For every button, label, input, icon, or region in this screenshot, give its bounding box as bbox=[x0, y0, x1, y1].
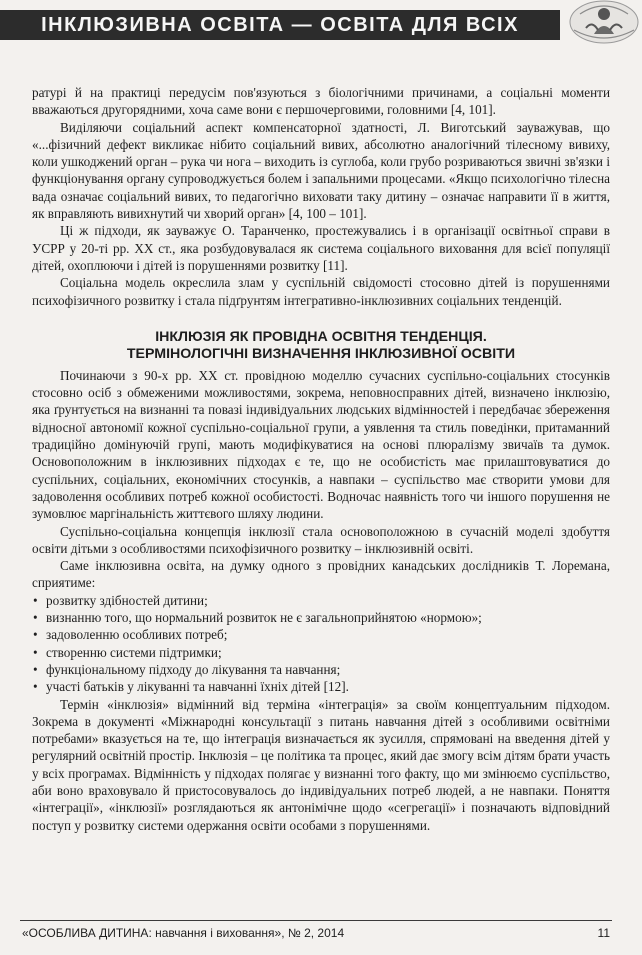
section-heading bbox=[32, 329, 610, 363]
journal-logo-icon bbox=[568, 0, 640, 44]
list-item bbox=[32, 592, 610, 609]
list-item bbox=[32, 661, 610, 678]
paragraph: Суспільно-соціальна концепція інклюзії стала основоположною в сучасній моделі здобуття освіти дітьми з особливостями психофізичного розвитку – інклюзивній освіті. bbox=[32, 523, 610, 556]
page-footer bbox=[22, 926, 610, 940]
bullet-icon: • bbox=[33, 644, 38, 660]
list-item-text: створенню системи підтримки; bbox=[46, 644, 222, 660]
list-item-text: задоволенню особливих потреб; bbox=[46, 627, 228, 643]
section-heading-line: ІНКЛЮЗІЯ ЯК ПРОВІДНА ОСВІТНЯ ТЕНДЕНЦІЯ. bbox=[155, 328, 487, 345]
list-item-text: участі батьків у лікуванні та навчанні їхніх дітей [12]. bbox=[46, 679, 349, 695]
bullet-icon: • bbox=[33, 592, 38, 608]
article-body bbox=[32, 84, 610, 834]
section-heading-line: ТЕРМІНОЛОГІЧНІ ВИЗНАЧЕННЯ ІНКЛЮЗИВНОЇ ОСВІТИ bbox=[126, 345, 516, 362]
paragraph: Саме інклюзивна освіта, на думку одного з провідних канадських дослідників Т. Лоремана, сприятиме: bbox=[32, 558, 610, 591]
list-item-text: визнанню того, що нормальний розвиток не є загальноприйнятою «нормою»; bbox=[46, 610, 482, 626]
list-item-text: функціональному підходу до лікування та навчання; bbox=[46, 661, 341, 677]
paragraph: Соціальна модель окреслила злам у суспільній свідомості стосовно дітей із порушеннями психофізичного розвитку і стала підґрунтям інтегративно-інклюзивних соціальних тенденцій. bbox=[32, 275, 610, 308]
bullet-icon: • bbox=[33, 679, 38, 695]
paragraph: Термін «інклюзія» відмінний від терміна «інтеграція» за своїм концептуальним підходом. Зокрема в документі «Міжнародні консультації з питань навчання дітей з особливими освітніми потребами» вказується на те, що інтеграція визначається як зусилля, спрямовані на введення дітей у регулярний освітній простір. Інклюзія – це політика та процес, який дає змогу всім дітям брати участь у всіх програмах. Відмінність у підходах полягає у визнанні того факту, що ми змінюємо суспільство, аби воно враховувало й пристосовувалось до індивідуальних потреб людей, а не навпаки. Поняття «інтеграції», «інклюзії» розглядаються як антонімічне щодо «сегрегації» і позначають відповідний поступ у розвитку системи одержання освіти особами з порушеннями. bbox=[32, 696, 610, 833]
header-banner bbox=[0, 10, 560, 40]
paragraph: Починаючи з 90-х рр. ХХ ст. провідною моделлю сучасних суспільно-соціальних стосунків стосовно осіб з обмеженими можливостями, зокрема, неповносправних дітей, визначено інклюзію, яка ґрунтується на визнанні та повазі індивідуальних людських відмінностей і передбачає збереження відносної автономії кожної суспільно-соціальної групи, а уявлення та стиль поведінки, притаманний традиційно домінуючій групі, мають модифікуватися на основі плюралізму звичаїв та думок. Основоположним в інклюзивних підходах є те, що не особистість має прилаштовуватися до суспільних, соціальних, економічних стосунків, а навпаки – суспільство має створити умови для задоволення особливих потреб кожної особистості. Водночас наявність того чи іншого порушення не зумовлює маргінальність життєвого шляху людини. bbox=[32, 367, 610, 522]
paragraph: ратурі й на практиці передусім пов'язуються з біологічними причинами, а соціальні моменти вважаються другорядними, хоча саме вони є першочерговими, головними [4, 101]. bbox=[32, 85, 610, 118]
footer-divider bbox=[20, 920, 612, 921]
bullet-icon: • bbox=[33, 627, 38, 643]
bullet-icon: • bbox=[33, 610, 38, 626]
header-title: ІНКЛЮЗИВНА ОСВІТА — ОСВІТА ДЛЯ ВСІХ bbox=[41, 13, 519, 36]
bullet-icon: • bbox=[33, 661, 38, 677]
journal-citation: «ОСОБЛИВА ДИТИНА: навчання і виховання», № 2, 2014 bbox=[22, 926, 345, 940]
list-item bbox=[32, 626, 610, 643]
paragraph: Ці ж підходи, як зауважує О. Таранченко, простежувались і в організації освітньої справи в УСРР у 20-ті рр. ХХ ст., яка розбудовувалася як система соціального виховання для всієї популяції дітей, охоплюючи і дітей із порушеннями розвитку [11]. bbox=[32, 223, 610, 273]
list-item bbox=[32, 644, 610, 661]
paragraph: Виділяючи соціальний аспект компенсаторної здатності, Л. Виготський зауважував, що «...фізичний дефект викликає нібито соціальний вивих, абсолютно аналогічний тілесному вивиху, коли ушкоджений орган – рука чи нога – виходить із суглоба, коли грубо розриваються звичні зв'язки і функціонування органу супроводжується болем і запальними процесами. «Якщо психологічно тілесна вада означає соціальний вивих, то педагогічно виховати таку дитину – означає направити її в життя, як вправляють вивихнутий чи хворий орган» [4, 100 – 101]. bbox=[32, 119, 610, 222]
bullet-list bbox=[32, 592, 610, 696]
page-number: 11 bbox=[597, 926, 610, 940]
list-item bbox=[32, 678, 610, 695]
list-item-text: розвитку здібностей дитини; bbox=[46, 592, 208, 608]
list-item bbox=[32, 609, 610, 626]
